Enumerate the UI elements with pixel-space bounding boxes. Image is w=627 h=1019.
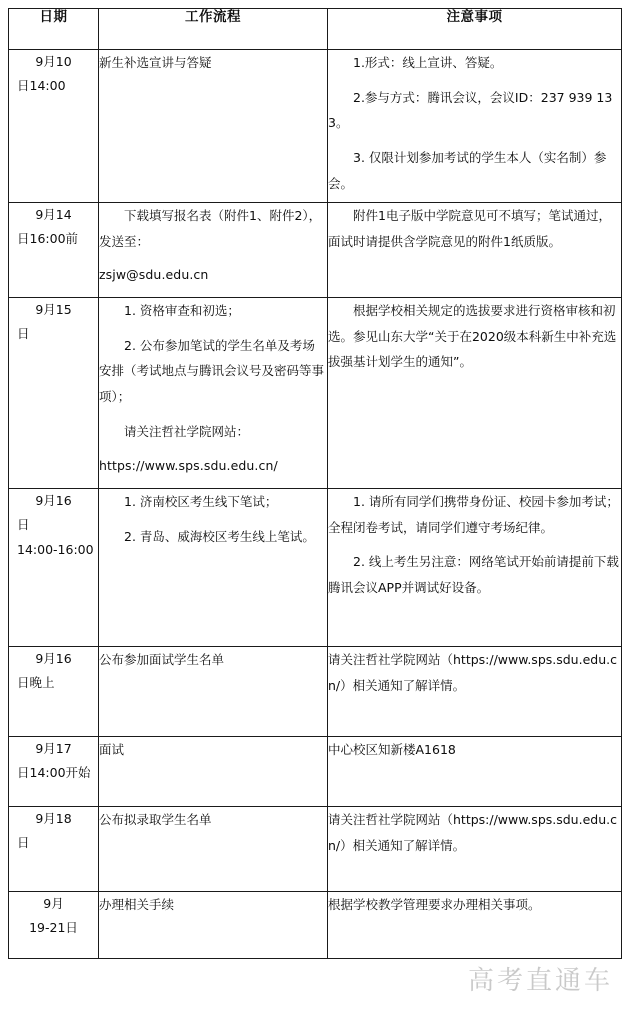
notes-paragraph: 1.形式：线上宣讲、答疑。 — [353, 55, 503, 70]
watermark: 高考直通车 — [467, 966, 613, 996]
column-header-date-label: 日期 — [39, 9, 68, 25]
notes-paragraph: 1. 请所有同学们携带身份证、校园卡参加考试；全程闭卷考试，请同学们遵守考场纪律。 — [328, 494, 619, 535]
notes-paragraph: 请关注哲社学院网站（https://www.sps.sdu.edu.cn/）相关通知了解详情。 — [328, 652, 617, 693]
cell-date — [9, 50, 99, 203]
workflow-paragraph: 请关注哲社学院网站： — [124, 423, 250, 439]
table-row — [9, 892, 622, 959]
notes-paragraph: 3. 仅限计划参加考试的学生本人（实名制）参会。 — [328, 149, 607, 191]
workflow-email[interactable]: zsjw@sdu.edu.cn — [99, 267, 209, 283]
date-line: 9月18 — [35, 811, 72, 826]
notes-paragraph: 根据学校相关规定的选拔要求进行资格审核和初选。参见山东大学“关于在2020级本科新生中补充选拔强基计划学生的通知”。 — [328, 303, 617, 370]
cell-date — [9, 298, 99, 489]
column-header-date — [9, 9, 99, 50]
cell-notes — [328, 203, 622, 298]
cell-notes — [328, 807, 622, 892]
cell-workflow — [99, 807, 328, 892]
workflow-paragraph: 1. 济南校区考生线下笔试； — [124, 494, 278, 509]
workflow-paragraph: 公布拟录取学生名单 — [99, 812, 212, 827]
workflow-paragraph: 2. 公布参加笔试的学生名单及考场安排（考试地点与腾讯会议号及密码等事项）； — [99, 337, 325, 404]
header-row — [9, 9, 622, 50]
notes-paragraph: 附件1电子版中学院意见可不填写；笔试通过，面试时请提供含学院意见的附件1纸质版。 — [328, 208, 611, 249]
date-line: 9月 — [43, 896, 64, 911]
date-line: 19-21日 — [29, 920, 78, 936]
column-header-notes — [328, 9, 622, 50]
cell-workflow — [99, 298, 328, 489]
date-line: 9月14 — [35, 207, 72, 222]
column-header-notes-label: 注意事项 — [446, 9, 503, 25]
cell-date — [9, 203, 99, 298]
table-row — [9, 737, 622, 807]
table-row — [9, 807, 622, 892]
date-line: 日 — [17, 517, 30, 533]
cell-workflow — [99, 737, 328, 807]
date-line: 9月15 — [35, 302, 72, 317]
table-row — [9, 50, 622, 203]
notes-paragraph: 中心校区知新楼A1618 — [328, 742, 456, 757]
table-row — [9, 647, 622, 737]
schedule-table — [8, 8, 622, 959]
date-line: 14:00-16:00 — [17, 541, 94, 557]
cell-date — [9, 737, 99, 807]
date-line: 日16:00前 — [17, 231, 79, 247]
workflow-paragraph: 1. 资格审查和初选； — [124, 303, 240, 318]
date-line: 9月17 — [35, 741, 72, 756]
workflow-paragraph: 公布参加面试学生名单 — [99, 652, 225, 667]
notes-paragraph: 2.参与方式：腾讯会议，会议ID：237 939 133。 — [328, 89, 613, 131]
workflow-paragraph: 2. 青岛、威海校区考生线上笔试。 — [124, 528, 315, 544]
cell-workflow — [99, 50, 328, 203]
workflow-paragraph: 下载填写报名表（附件1、附件2），发送至： — [99, 208, 322, 249]
column-header-workflow-label: 工作流程 — [185, 9, 241, 25]
date-line: 日14:00 — [17, 78, 66, 94]
table-header — [9, 9, 622, 50]
cell-workflow — [99, 647, 328, 737]
notes-paragraph: 2. 线上考生另注意：网络笔试开始前请提前下载腾讯会议APP并调试好设备。 — [328, 554, 619, 595]
date-line: 日14:00开始 — [17, 765, 91, 781]
cell-date — [9, 489, 99, 647]
cell-notes — [328, 50, 622, 203]
table-row — [9, 203, 622, 298]
column-header-workflow — [99, 9, 328, 50]
date-line: 日晚上 — [17, 675, 55, 691]
cell-notes — [328, 647, 622, 737]
workflow-link[interactable]: https://www.sps.sdu.edu.cn/ — [99, 458, 278, 474]
date-line: 9月10 — [35, 54, 72, 69]
cell-workflow — [99, 892, 328, 959]
cell-notes — [328, 298, 622, 489]
cell-date — [9, 892, 99, 959]
table-body — [9, 50, 622, 959]
date-line: 日 — [17, 326, 30, 342]
date-line: 9月16 — [35, 651, 72, 666]
cell-notes — [328, 892, 622, 959]
cell-date — [9, 807, 99, 892]
workflow-paragraph: 新生补选宣讲与答疑 — [99, 55, 212, 70]
cell-workflow — [99, 489, 328, 647]
notes-paragraph: 根据学校教学管理要求办理相关事项。 — [328, 897, 541, 912]
cell-workflow — [99, 203, 328, 298]
cell-notes — [328, 737, 622, 807]
cell-notes — [328, 489, 622, 647]
workflow-paragraph: 办理相关手续 — [99, 897, 175, 912]
notes-paragraph: 请关注哲社学院网站（https://www.sps.sdu.edu.cn/）相关通知了解详情。 — [328, 812, 617, 853]
workflow-paragraph: 面试 — [99, 742, 125, 757]
date-line: 9月16 — [35, 493, 72, 508]
table-row — [9, 489, 622, 647]
table-row — [9, 298, 622, 489]
cell-date — [9, 647, 99, 737]
date-line: 日 — [17, 835, 30, 851]
